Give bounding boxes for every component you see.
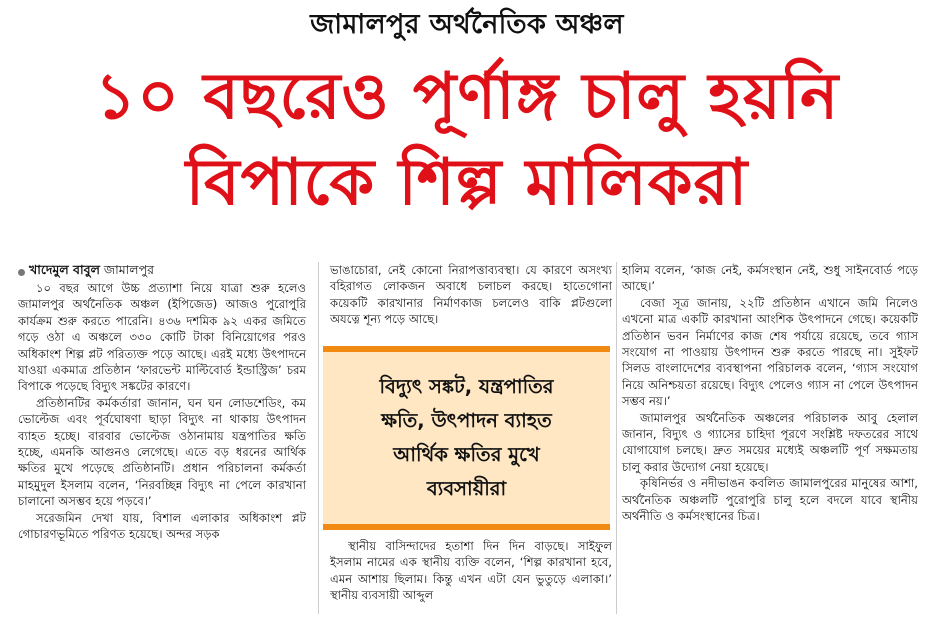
byline-author: খাদেমুল বাবুল (29, 262, 100, 277)
pull-quote-line: ক্ষতি, উৎপাদন ব্যাহত (381, 409, 552, 432)
article-column-2-bottom (330, 538, 612, 604)
pull-quote-line: ব্যবসায়ীরা (426, 477, 507, 500)
pull-quote-box (323, 346, 610, 530)
byline (18, 262, 154, 282)
pull-quote-line: বিদ্যুৎ সঙ্কট, যন্ত্রপাতির (379, 375, 554, 398)
paragraph: জামালপুর অর্থনৈতিক অঞ্চলের পরিচালক আবু হেলাল জানান, বিদ্যুৎ ও গ্যাসের চাহিদা পূরণে সংশ্লিষ্ট দফতরের সাথে যোগাযোগ চলছে। দ্রুত সময়ের মধ্যেই অঞ্চলটি পূর্ণ সক্ষমতায় চালু করার উদ্যোগ নেয়া হয়েছে। (622, 410, 918, 474)
pull-quote-line: আর্থিক ক্ষতির মুখে (393, 443, 540, 466)
paragraph: হালিম বলেন, ‘কাজ নেই, কর্মসংস্থান নেই, শুধু সাইনবোর্ড পড়ে আছে।’ (622, 263, 918, 294)
byline-location: জামালপুর (103, 262, 154, 277)
paragraph: ভাঙাচোরা, নেই কোনো নিরাপত্তাব্যবস্থা। যে কারণে অসংখ্য বহিরাগত লোকজন অবাধে চলাচল করছে। হাতেগোনা কয়েকটি কারখানার নির্মাণকাজ চললেও বাকি প্লটগুলো অযত্নে শূন্য পড়ে আছে। (330, 263, 612, 327)
paragraph: বেজা সূত্র জানায়, ২২টি প্রতিষ্ঠান এখানে জমি নিলেও এখনো মাত্র একটি কারখানা আংশিক উৎপাদনে গেছে। কয়েকটি প্রতিষ্ঠান ভবন নির্মাণের কাজ শেষ পর্যায়ে রয়েছে, তবে গ্যাস সংযোগ না পাওয়ায় উৎপাদন শুরু করতে পারছে না। সুইফট সিলড বাংলাদেশের ব্যবস্থাপনা পরিচালক বলেন, ‘গ্যাস সংযোগ নিয়ে অনিশ্চয়তা রয়েছে। বিদ্যুৎ পেলেও গ্যাস না পেলে উৎপাদন সম্ভব নয়।’ (622, 295, 918, 409)
paragraph: কৃষিনির্ভর ও নদীভাঙন কবলিত জামালপুরের মানুষের আশা, অর্থনৈতিক অঞ্চলটি পুরোপুরি চালু হলে বদলে যাবে স্থানীয় অর্থনীতি ও কর্মসংস্থানের চিত্র। (622, 476, 918, 524)
byline-bullet-icon (18, 269, 25, 276)
column-divider (616, 262, 617, 614)
headline-line-1: ১০ বছরেও পূর্ণাঙ্গ চালু হয়নি (94, 60, 840, 134)
paragraph: প্রতিষ্ঠানটির কর্মকর্তারা জানান, ঘন ঘন লোডশেডিং, কম ভোল্টেজ এবং পূর্বঘোষণা ছাড়া বিদ্যুৎ না থাকায় উৎপাদন ব্যাহত হচ্ছে। বারবার ভোল্টেজ ওঠানামায় যন্ত্রপাতির ক্ষতি হচ্ছে, এমনকি আগুনও লেগেছে। এতে বড় ধরনের আর্থিক ক্ষতির মুখে পড়েছে প্রতিষ্ঠানটি। প্রধান পরিচালনা কর্মকর্তা মাহমুদুল ইসলাম বলেন, ‘নিরবচ্ছিন্ন বিদ্যুৎ না পেলে কারখানা চালানো অসম্ভব হয়ে পড়বে।’ (18, 395, 306, 509)
headline-line-2: বিপাকে শিল্প মালিকরা (185, 146, 749, 220)
paragraph: স্থানীয় বাসিন্দাদের হতাশা দিন দিন বাড়ছে। সাইফুল ইসলাম নামের এক স্থানীয় ব্যক্তি বলেন, ‘শিল্প কারখানা হবে, এমন আশায় ছিলাম। কিন্তু এখন এটা যেন ভুতুড়ে এলাকা।’ স্থানীয় ব্যবসায়ী আব্দুল (330, 539, 612, 603)
column-divider (318, 262, 319, 614)
paragraph: সরেজমিন দেখা যায়, বিশাল এলাকার অধিকাংশ প্লট গোচারণভূমিতে পরিণত হয়েছে। অন্দর সড়ক (18, 510, 306, 542)
article-column-3 (622, 262, 918, 525)
article-column-1 (18, 280, 306, 543)
kicker-heading: জামালপুর অর্থনৈতিক অঞ্চল (310, 9, 624, 40)
article-column-2-top (330, 262, 612, 328)
paragraph: ১০ বছর আগে উচ্চ প্রত্যাশা নিয়ে যাত্রা শুরু হলেও জামালপুর অর্থনৈতিক অঞ্চল (ইপিজেড) আজও পুরোপুরি কার্যক্রম শুরু করতে পারেনি। ৪৩৬ দশমিক ৯২ একর জমিতে গড়ে ওঠা এ অঞ্চলে ৩৩০ কোটি টাকা বিনিয়োগের পরও অধিকাংশ শিল্প প্লট পরিত্যক্ত পড়ে আছে। এরই মধ্যে উৎপাদনে যাওয়া একমাত্র প্রতিষ্ঠান ‘ফারভেন্ট মাল্টিবোর্ড ইন্ডাস্ট্রিজ’ চরম বিপাকে পড়েছে বিদ্যুৎ সঙ্কটের কারণে। (18, 281, 306, 394)
